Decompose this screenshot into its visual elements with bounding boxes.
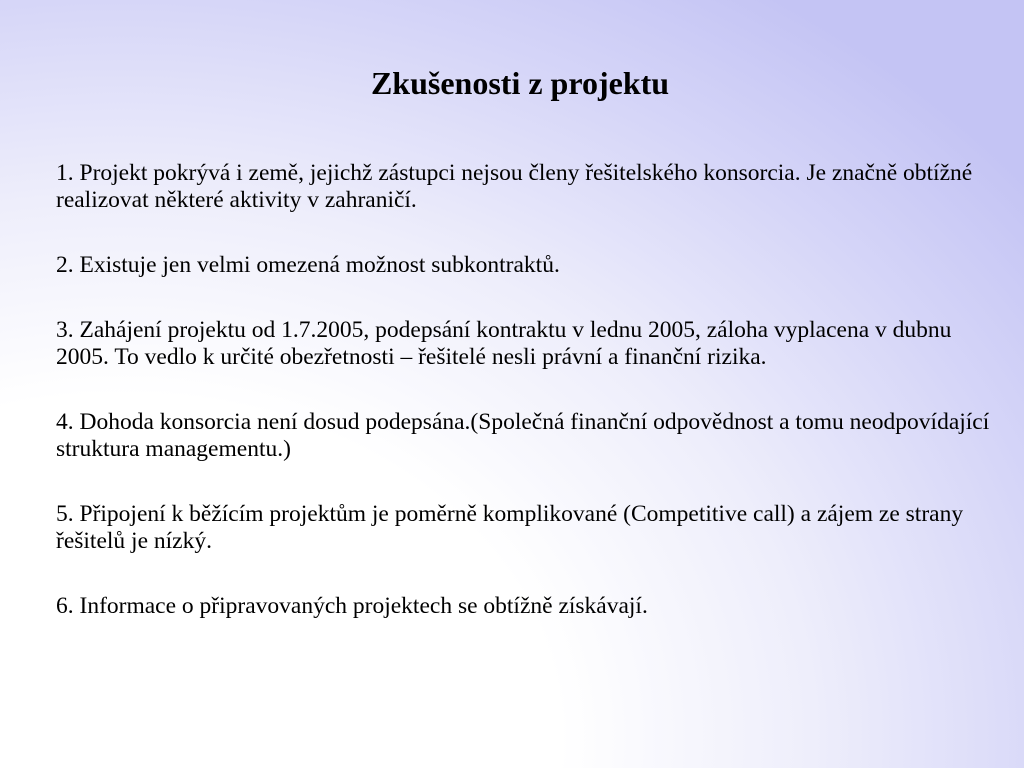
list-item: 5. Připojení k běžícím projektům je poměrně komplikované (Competitive call) a zájem ze strany řešitelů je nízký. bbox=[56, 501, 964, 554]
list-item: 1. Projekt pokrývá i země, jejichž zástupci nejsou členy řešitelského konsorcia. Je značně obtížné realizovat některé aktivity v zahraničí. bbox=[56, 160, 973, 213]
list-item: 2. Existuje jen velmi omezená možnost subkontraktů. bbox=[56, 252, 560, 278]
list-item: 4. Dohoda konsorcia není dosud podepsána.(Společná finanční odpovědnost a tomu neodpovídající struktura managementu.) bbox=[56, 409, 990, 462]
item-list bbox=[56, 160, 991, 658]
list-item: 3. Zahájení projektu od 1.7.2005, podepsání kontraktu v lednu 2005, záloha vyplacena v dubnu 2005. To vedlo k určité obezřetnosti – řešitelé nesli právní a finanční rizika. bbox=[56, 317, 952, 370]
slide-title: Zkušenosti z projektu bbox=[370, 65, 670, 101]
list-item: 6. Informace o připravovaných projektech se obtížně získávají. bbox=[56, 593, 648, 619]
